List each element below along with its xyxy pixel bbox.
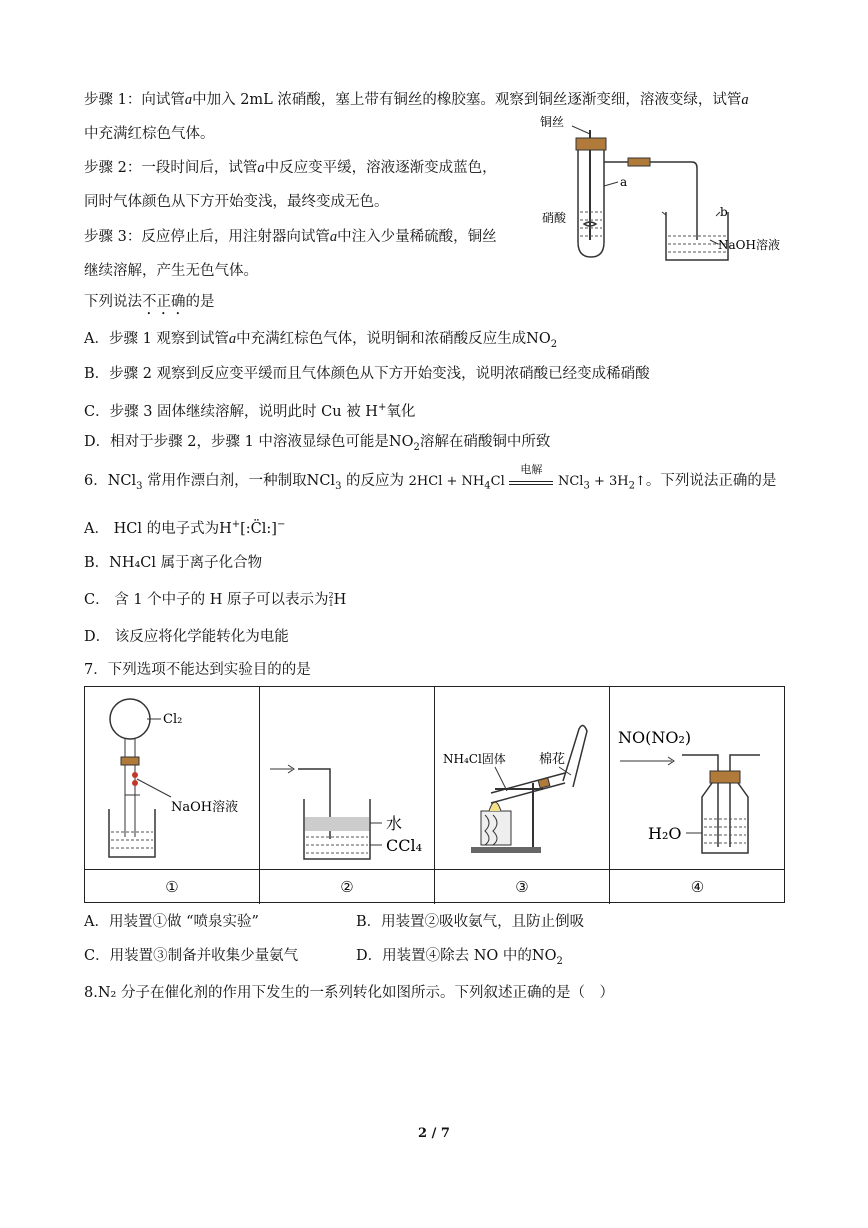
q5-option-d: D．相对于步骤 2，步骤 1 中溶液显绿色可能是$NO_2$溶解在硝酸铜中所致 (84, 434, 551, 453)
q5-step3-line2: 继续溶解，产生无色气体。 (84, 263, 258, 279)
q7-apparatus-table (84, 686, 785, 903)
ammonia-apparatus (435, 687, 610, 869)
label-nitric-acid: 硝酸 (542, 211, 567, 225)
cell-number-2: ② (260, 870, 435, 904)
q7-option-b: B．用装置②吸收氨气，且防止倒吸 (356, 914, 585, 930)
label-cl2: Cl₂ (163, 712, 183, 727)
gas-washing-apparatus (610, 687, 785, 869)
q7-cell-2 (260, 687, 435, 869)
label-a: a (620, 175, 628, 189)
q7-option-c: C．用装置③制备并收集少量氨气 (84, 948, 299, 964)
q7-stem: 7．下列选项不能达到实验目的的是 (84, 662, 311, 678)
q5-option-c: C．步骤 3 固体继续溶解，说明此时 Cu 被 H+氧化 (84, 402, 416, 420)
q5-option-b: B．步骤 2 观察到反应变平缓而且气体颜色从下方开始变浅，说明浓硝酸已经变成稀硝酸 (84, 366, 650, 382)
q6-option-a: A． HCl 的电子式为H+[:C̈l:]− (84, 519, 286, 537)
q5-step2-line2: 同时气体颜色从下方开始变浅，最终变成无色。 (84, 194, 389, 210)
cell-number-4: ④ (690, 878, 705, 896)
label-b: b (720, 205, 728, 219)
label-ccl4: CCl₄ (386, 836, 423, 855)
label-copper-wire: 铜丝 (540, 115, 565, 129)
q6-option-c: C． 含 1 个中子的 H 原子可以表示为2 1H (84, 591, 347, 608)
label-naoh: NaOH溶液 (718, 238, 780, 252)
q5-step3-line1: 步骤 3：反应停止后，用注射器向试管a中注入少量稀硫酸，铜丝 (84, 229, 497, 245)
q8-stem: 8.N₂ 分子在催化剂的作用下发生的一系列转化如图所示。下列叙述正确的是（ ） (84, 985, 614, 1001)
cell-number-1: ① (85, 870, 260, 904)
q6-option-d: D． 该反应将化学能转化为电能 (84, 629, 289, 645)
label-no-no2: NO(NO₂) (618, 728, 692, 747)
q6-stem: 6．NCl$_3$ 常用作漂白剂，一种制取NCl$_3$ 的反应为 $2HCl + NH_4Cl$ 电解 $NCl_3 + 3H_2↑$。下列说法正确的是 (84, 471, 776, 497)
q5-step1-line2: 中充满红棕色气体。 (84, 126, 215, 142)
q5-step2-line1: 步骤 2：一段时间后，试管a中反应变平缓，溶液逐渐变成蓝色， (84, 160, 497, 176)
q5-step1-line1: 步骤 1：向试管a中加入 2mL 浓硝酸，塞上带有铜丝的橡胶塞。观察到铜丝逐渐变细，溶液变绿，试管a (84, 92, 749, 108)
q5-option-a: A．步骤 1 观察到试管a中充满红棕色气体，说明铜和浓硝酸反应生成$NO_2$ (84, 331, 558, 350)
q5-apparatus-figure (532, 112, 792, 272)
label-naoh-solution: NaOH溶液 (171, 800, 239, 815)
reaction-condition: 电解 (520, 463, 543, 476)
q7-cell-4 (610, 687, 785, 869)
q6-option-b: B．NH₄Cl 属于离子化合物 (84, 555, 263, 571)
q7-label-row (85, 869, 784, 904)
fountain-apparatus (85, 687, 260, 869)
label-nh4cl-solid: NH₄Cl固体 (443, 752, 506, 766)
page-number: 2 / 7 (418, 1126, 450, 1141)
q5-question: 下列说法不正确的是 (84, 294, 215, 310)
label-h2o: H₂O (648, 824, 682, 843)
label-cotton: 棉花 (539, 752, 566, 767)
q7-cell-3 (435, 687, 610, 869)
q7-option-d: D．用装置④除去 NO 中的$NO_2$ (356, 948, 563, 967)
cell-number-3: ③ (435, 870, 610, 904)
label-water: 水 (386, 814, 403, 833)
q7-cell-1 (85, 687, 260, 869)
absorption-apparatus (260, 687, 435, 869)
q7-option-a: A．用装置①做 “喷泉实验” (84, 914, 259, 930)
